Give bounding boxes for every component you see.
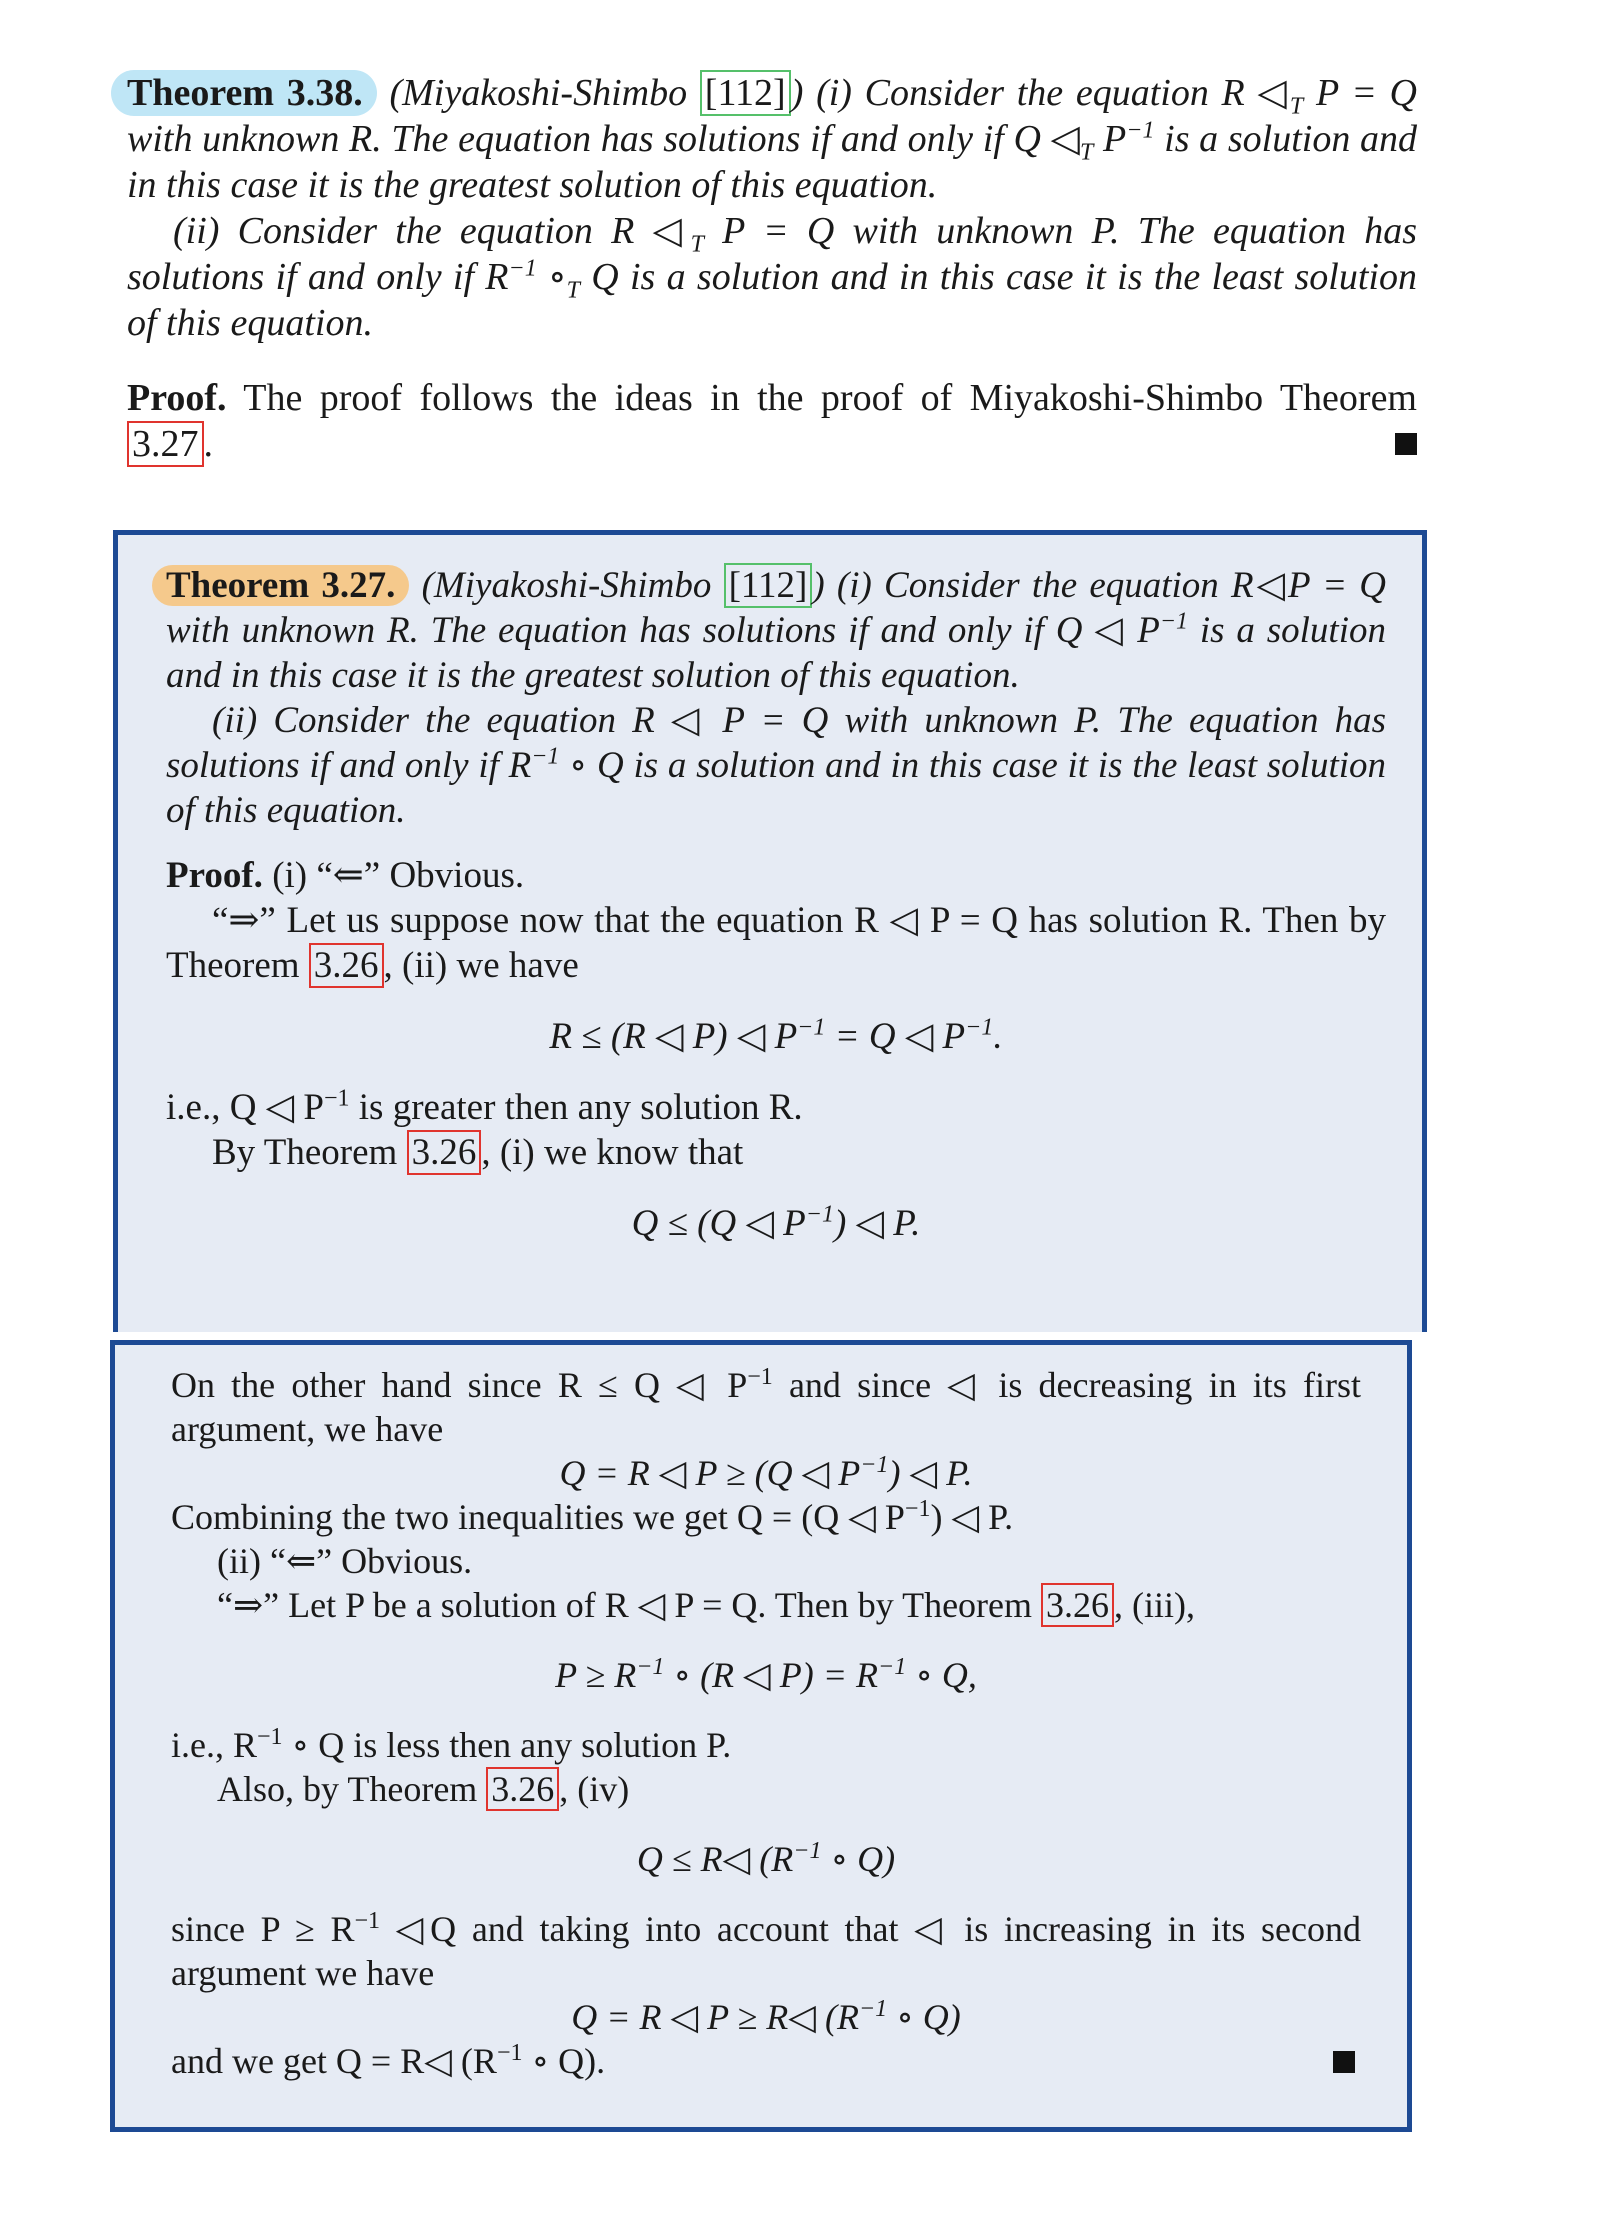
theorem-3-38-label: Theorem 3.38. — [111, 70, 377, 116]
proof-label: Proof. — [166, 855, 263, 896]
equation-6: Q = R ◁ P ≥ R◁ ($R^{-1}$ ∘ Q) — [571, 1996, 961, 2037]
equation-1: R ≤ (R ◁ P) ◁ $P^{-1} = Q$ ◁ $P^{-1}$. — [549, 1014, 1003, 1057]
theorem-3-27-part-ii: (ii) Consider the equation R ◁ P = Q with unknown P. The equation has solutions if and only if $R^{-1}$ ∘ Q is a solution and in this case it is the least solution of this equation. — [166, 700, 1387, 831]
theorem-3-27-label: Theorem 3.27. — [152, 565, 409, 606]
also-theorem-line: Also, by Theorem 3.26 , (iv) — [217, 1769, 630, 1809]
combining-statement: Combining the two inequalities we get Q = (Q ◁ $P^{-1}$) ◁ P. — [171, 1496, 1014, 1537]
increasing-statement: since $P \ge R^{-1}$ ◁Q and taking into account that ◁ is increasing in its second argument we have — [171, 1908, 1361, 1993]
decreasing-statement: On the other hand since R ≤ Q ◁ $P^{-1}$ and since ◁ is decreasing in its first argument, we have — [171, 1364, 1361, 1449]
equation-5: Q ≤ R◁ ($R^{-1}$ ∘ Q) — [636, 1838, 896, 1879]
proof-3-38-text: Proof. The proof follows the ideas in the proof of Miyakoshi-Shimbo Theorem 3.27 . — [127, 377, 1417, 465]
qed-square-icon — [1333, 2051, 1355, 2073]
citation-link-112[interactable]: [112] — [700, 70, 791, 116]
theorem-ref-3-26[interactable]: 3.26 — [407, 1130, 482, 1175]
theorem-ref-3-27[interactable]: 3.27 — [127, 421, 204, 467]
equation-3: Q = R ◁ P ≥ (Q ◁ $P^{-1}$) ◁ P. — [559, 1452, 973, 1493]
theorem-ref-3-26[interactable]: 3.26 — [1041, 1583, 1114, 1627]
proof-3-27-start: Proof. (i) “⇐” Obvious. — [166, 855, 525, 896]
greater-statement: i.e., Q ◁ $P^{-1}$ is greater then any solution R. — [166, 1085, 803, 1128]
proof-label: Proof. — [127, 377, 227, 419]
equation-2: Q ≤ (Q ◁ $P^{-1}$) ◁ P. — [631, 1201, 921, 1244]
proof-ii-obvious: (ii) “⇐” Obvious. — [217, 1541, 473, 1581]
theorem-3-27-box — [113, 530, 1427, 1332]
citation-link-112[interactable]: [112] — [724, 563, 813, 608]
equation-4: $P \ge R^{-1}$ ∘ (R ◁ $P) = R^{-1}$ ∘ Q, — [555, 1654, 977, 1695]
by-theorem-line: By Theorem 3.26 , (i) we know that — [212, 1132, 744, 1173]
theorem-3-38-part-ii: (ii) Consider the equation R $◁_T$ P = Q with unknown P. The equation has solutions if and only if $R^{-1}$ $\circ_T$ Q is a solution and in this case it is the least solution of this equation. — [127, 210, 1417, 344]
theorem-3-38 — [127, 70, 1417, 346]
proof-continuation-box — [110, 1340, 1412, 2132]
theorem-3-38-part-i: Theorem 3.38. (Miyakoshi-Shimbo [112] ) (i) Consider the equation R $◁_T$ P = Q with unknown R. The equation has solutions if and only if Q $◁_T$ $P^{-1}$ is a solution and in this case it is the greatest solution of this equation. — [127, 70, 1417, 208]
final-statement: and we get Q = R◁ ($R^{-1}$ ∘ Q). — [171, 2039, 1361, 2083]
proof-ii-implication: “⇒” Let P be a solution of R ◁ P = Q. Then by Theorem 3.26 , (iii), — [217, 1585, 1196, 1625]
theorem-3-27-part-i: Theorem 3.27. (Miyakoshi-Shimbo [112] ) (i) Consider the equation R◁P = Q with unknown R. The equation has solutions if and only if Q ◁ $P^{-1}$ is a solution and in this case it is the greatest solution of this equation. — [166, 563, 1386, 698]
theorem-ref-3-26[interactable]: 3.26 — [309, 943, 384, 988]
proof-3-27-implication: “⇒” Let us suppose now that the equation R ◁ P = Q has solution R. Then by Theorem 3.26 , (ii) we have — [166, 900, 1386, 986]
less-statement: i.e., $R^{-1}$ ∘ Q is less then any solution P. — [171, 1724, 732, 1765]
proof-3-38 — [127, 375, 1417, 467]
qed-square-icon — [1395, 433, 1417, 455]
theorem-ref-3-26[interactable]: 3.26 — [486, 1767, 559, 1811]
